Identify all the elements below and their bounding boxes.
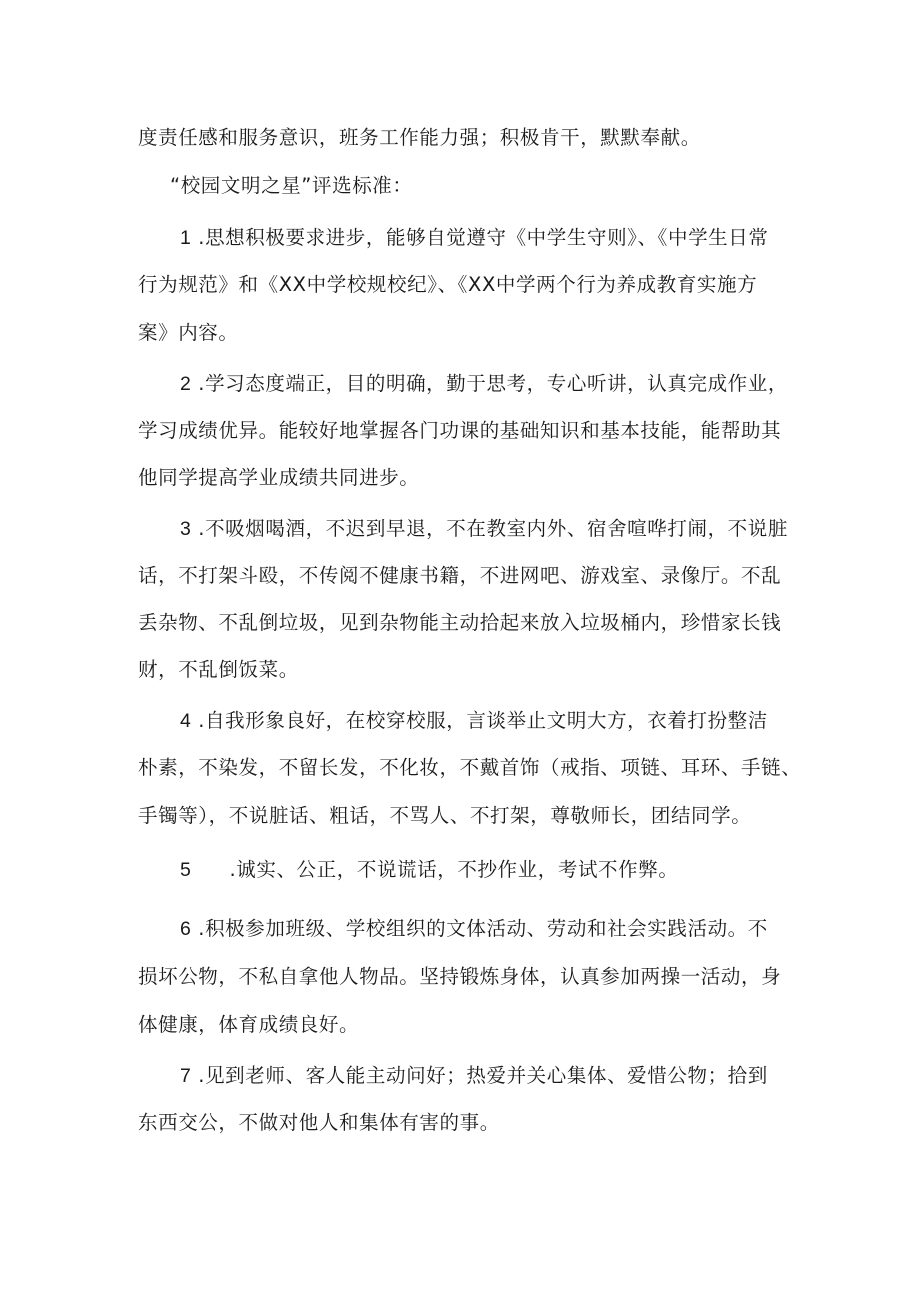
item-4-line-3: 手镯等），不说脏话、粗话，不骂人、不打架，尊敬师长，团结同学。 — [138, 804, 752, 827]
item-5-number: 5 — [180, 859, 192, 881]
item-2-number: 2 — [180, 373, 192, 395]
item-1-line-3: 案》内容。 — [138, 321, 239, 344]
item-4-line-2: 朴素，不染发，不留长发，不化妆，不戴首饰（戒指、项链、耳环、手链、 — [138, 756, 802, 779]
section-title: “校园文明之星”评选标准： — [170, 174, 413, 197]
item-4-line-1: 4 .自我形象良好，在校穿校服，言谈举止文明大方，衣着打扮整洁 — [180, 709, 768, 732]
item-6-line-2: 损坏公物，不私自拿他人物品。坚持锻炼身体，认真参加两操一活动，身 — [138, 965, 782, 988]
item-7-line-1: 7 .见到老师、客人能主动问好；热爱并关心集体、爱惜公物；拾到 — [180, 1064, 768, 1087]
item-3-line-3: 丢杂物、不乱倒垃圾，见到杂物能主动拾起来放入垃圾桶内，珍惜家长钱 — [138, 611, 782, 634]
item-1-line-1: 1 .思想积极要求进步，能够自觉遵守《中学生守则》、《中学生日常 — [180, 226, 769, 249]
item-7-number: 7 — [180, 1065, 192, 1087]
item-5-line-1: 5 .诚实、公正，不说谎话，不抄作业，考试不作弊。 — [180, 858, 679, 881]
item-3-line-4: 财，不乱倒饭菜。 — [138, 658, 299, 681]
item-3-number: 3 — [180, 518, 192, 540]
item-1-line-2: 行为规范》和《XX中学校规校纪》、《XX中学两个行为养成教育实施方 — [138, 273, 758, 296]
item-3-line-2: 话，不打架斗殴，不传阅不健康书籍，不进网吧、游戏室、录像厅。不乱 — [138, 564, 782, 587]
intro-line: 度责任感和服务意识，班务工作能力强；积极肯干，默默奉献。 — [138, 126, 701, 149]
item-6-line-3: 体健康，体育成绩良好。 — [138, 1013, 360, 1036]
item-2-line-3: 他同学提高学业成绩共同进步。 — [138, 466, 420, 489]
item-7-line-2: 东西交公，不做对他人和集体有害的事。 — [138, 1111, 500, 1134]
item-4-number: 4 — [180, 710, 192, 732]
item-2-line-1: 2 .学习态度端正，目的明确，勤于思考，专心听讲，认真完成作业， — [180, 372, 788, 395]
item-1-number: 1 — [180, 227, 192, 249]
item-6-number: 6 — [180, 918, 192, 940]
item-3-line-1: 3 .不吸烟喝酒，不迟到早退，不在教室内外、宿舍喧哗打闹，不说脏 — [180, 517, 788, 540]
item-2-line-2: 学习成绩优异。能较好地掌握各门功课的基础知识和基本技能，能帮助其 — [138, 419, 782, 442]
item-6-line-1: 6 .积极参加班级、学校组织的文体活动、劳动和社会实践活动。不 — [180, 917, 768, 940]
